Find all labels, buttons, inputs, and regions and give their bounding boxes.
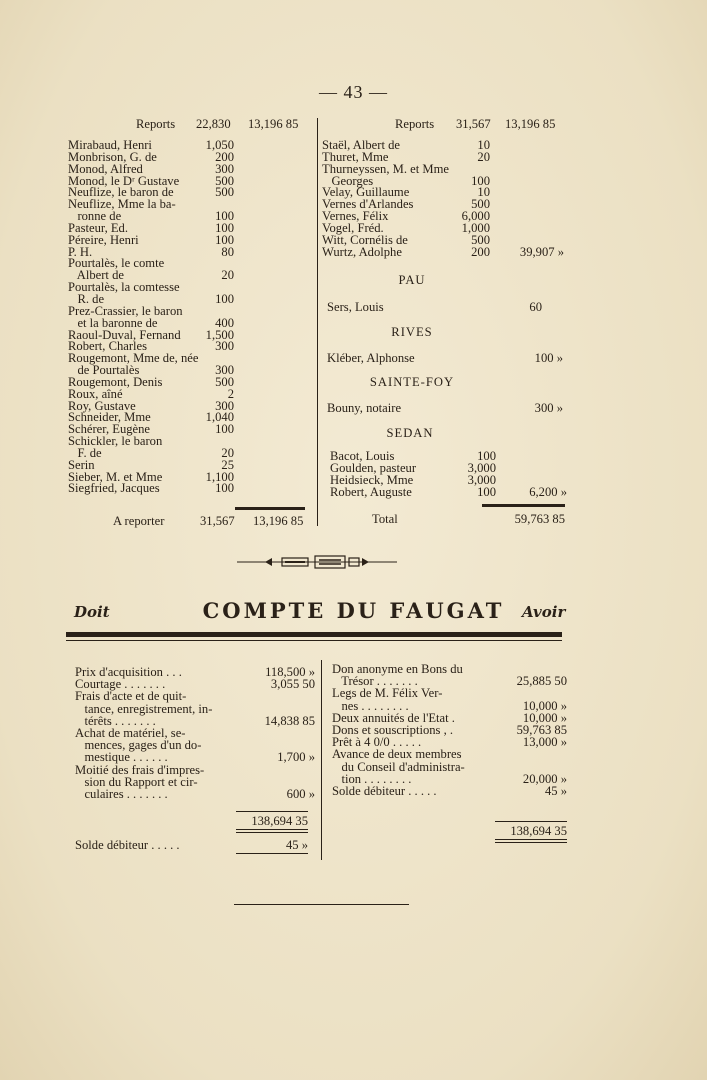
entry-name: Vogel, Fréd. <box>322 220 384 235</box>
entry-total: 39,907 » <box>519 244 564 259</box>
account-line-text: Deux annuités de l'Etat . <box>332 710 455 725</box>
section-sainte-foy: SAINTE-FOY <box>369 375 455 389</box>
entry-amount: 20 <box>477 149 490 164</box>
account-line-text: Dons et souscriptions , . <box>332 722 454 737</box>
entry-amount: 20 <box>221 445 234 460</box>
account-line-text: Trésor . . . . . . . <box>332 674 418 689</box>
entry-name: Monod, le Dʳ Gustave <box>68 173 180 188</box>
entry-name: ronne de <box>68 209 122 224</box>
left-total-rule <box>235 507 305 510</box>
entry-name: R. de <box>68 291 105 306</box>
debit-total: 138,694 35 <box>251 814 308 828</box>
account-line-amount: 3,055 50 <box>270 677 315 692</box>
entry-amount: 100 <box>215 291 234 306</box>
entry-name: P. H. <box>68 244 93 259</box>
account-line-text: Legs de M. Félix Ver- <box>332 686 443 701</box>
entry-amount: 20 <box>221 268 234 283</box>
entry-amount: 500 <box>471 197 490 212</box>
account-line-amount: 25,885 50 <box>516 674 567 689</box>
entry-amount: 10 <box>477 185 490 200</box>
account-title: COMPTE DU FAUGAT <box>202 598 505 623</box>
account-line-text: Courtage . . . . . . . <box>75 677 166 692</box>
account-line-text: sion du Rapport et cir- <box>75 774 198 789</box>
entry-total: 6,200 » <box>529 484 567 499</box>
entry-amount: 300 <box>215 339 234 354</box>
entry-amount: 300 <box>215 363 234 378</box>
sedan-entries <box>330 451 575 498</box>
entry-amount: 100 <box>471 173 490 188</box>
account-line-amount: 59,763 85 <box>516 722 567 737</box>
account-line <box>332 785 567 797</box>
entry-name: Serin <box>68 457 95 472</box>
pau-total: 60 <box>529 300 542 314</box>
debit-double-rule-1 <box>236 829 308 830</box>
entry-name: Neuflize, Mme la ba- <box>68 197 176 212</box>
entry-amount: 300 <box>215 161 234 176</box>
entry-name: Vernes, Félix <box>322 209 389 224</box>
entry-name: Roux, aîné <box>68 386 123 401</box>
pau-name: Sers, Louis <box>327 300 384 314</box>
entry-amount: 200 <box>471 244 490 259</box>
entry-amount: 500 <box>215 185 234 200</box>
entry-name: Schérer, Eugène <box>68 422 151 437</box>
account-line-text: Don anonyme en Bons du <box>332 662 463 676</box>
entry-amount: 10 <box>477 138 490 152</box>
entry-name: Rougemont, Mme de, née <box>68 351 199 366</box>
entry-amount: 100 <box>477 484 496 499</box>
debit-solde-text: Solde débiteur . . . . . <box>75 838 180 852</box>
sainte-foy-name: Bouny, notaire <box>327 401 402 415</box>
doit-label: Doit <box>74 603 110 621</box>
entry-amount: 100 <box>215 209 234 224</box>
entry-name: Thurneyssen, M. et Mme <box>322 161 449 176</box>
title-rule-thick <box>66 632 562 637</box>
entry-name: Schneider, Mme <box>68 410 151 425</box>
entry-amount: 100 <box>215 232 234 247</box>
entry-name: Rougemont, Denis <box>68 374 163 389</box>
account-line-text: Achat de matériel, se- <box>75 725 186 740</box>
entry-name: Pasteur, Ed. <box>68 220 129 235</box>
right-footer-label: Total <box>372 512 398 526</box>
entry-name: Albert de <box>68 268 124 283</box>
entry-name: Velay, Guillaume <box>322 185 410 200</box>
entry-row <box>68 483 308 495</box>
entry-amount: 500 <box>471 232 490 247</box>
credit-double-rule-1 <box>495 839 567 840</box>
credit-lines <box>332 663 567 797</box>
ornament-divider-icon <box>237 555 397 569</box>
account-line-amount: 1,700 » <box>277 750 315 765</box>
account-line <box>75 788 315 800</box>
entry-row <box>330 484 575 499</box>
account-line-amount: 10,000 » <box>522 710 567 725</box>
left-entries <box>68 140 308 495</box>
entry-name: Bacot, Louis <box>330 449 395 463</box>
account-divider <box>321 660 322 860</box>
left-footer-label: A reporter <box>113 514 165 528</box>
avoir-label: Avoir <box>522 603 566 621</box>
entry-row <box>68 445 308 460</box>
entry-amount: 3,000 <box>467 460 496 475</box>
entry-name: Mirabaud, Henri <box>68 138 152 152</box>
debit-solde-amount: 45 » <box>285 838 308 852</box>
entry-amount: 1,000 <box>461 220 490 235</box>
credit-double-rule-2 <box>495 842 567 843</box>
right-header-total: 13,196 85 <box>505 117 556 131</box>
account-line-amount: 600 » <box>286 786 315 801</box>
bottom-rule <box>234 904 409 905</box>
entry-amount: 1,040 <box>205 410 234 425</box>
entry-name: Raoul-Duval, Fernand <box>68 327 181 342</box>
entry-name: Goulden, pasteur <box>330 460 417 475</box>
entry-name: Neuflize, le baron de <box>68 185 174 200</box>
account-line-text: Prix d'acquisition . . . <box>75 665 182 679</box>
entry-name: F. de <box>68 445 102 460</box>
right-header-label: Reports <box>395 117 435 131</box>
entry-amount: 500 <box>215 374 234 389</box>
account-line-text: Solde débiteur . . . . . <box>332 783 437 798</box>
account-line-amount: 45 » <box>544 783 567 798</box>
entry-name: Wurtz, Adolphe <box>322 244 402 259</box>
entry-row <box>322 244 572 259</box>
right-header-amount: 31,567 <box>456 117 491 131</box>
entry-name: Sieber, M. et Mme <box>68 469 163 484</box>
entry-amount: 1,500 <box>205 327 234 342</box>
entry-name: Péreire, Henri <box>68 232 139 247</box>
right-footer-total: 59,763 85 <box>514 512 565 526</box>
entry-name: Roy, Gustave <box>68 398 136 413</box>
entry-name: Robert, Charles <box>68 339 148 354</box>
section-pau: PAU <box>398 273 426 287</box>
account-line-amount: 14,838 85 <box>264 713 315 728</box>
entry-name: Monod, Alfred <box>68 161 143 176</box>
entry-amount: 300 <box>215 398 234 413</box>
account-line-text: nes . . . . . . . . <box>332 698 409 713</box>
left-footer-amount: 31,567 <box>200 514 235 528</box>
account-line-text: Avance de deux membres <box>332 747 462 762</box>
entry-amount: 200 <box>215 149 234 164</box>
account-line-text: tion . . . . . . . . <box>332 771 412 786</box>
right-entries <box>322 140 572 258</box>
entry-name: Prez-Crassier, le baron <box>68 303 183 318</box>
account-line-text: culaires . . . . . . . <box>75 786 168 801</box>
account-line-amount: 13,000 » <box>522 735 567 750</box>
entry-name: Heidsieck, Mme <box>330 472 414 487</box>
entry-amount: 2 <box>227 386 234 401</box>
entry-amount: 100 <box>215 220 234 235</box>
page-number: — 43 — <box>319 82 388 102</box>
entry-amount: 1,050 <box>205 138 234 152</box>
entry-name: Pourtalès, la comtesse <box>68 280 180 295</box>
entry-name: Vernes d'Arlandes <box>322 197 414 212</box>
entry-name: Pourtalès, le comte <box>68 256 165 271</box>
entry-amount: 25 <box>221 457 234 472</box>
left-footer-total: 13,196 85 <box>253 514 304 528</box>
entry-name: Schickler, le baron <box>68 434 163 449</box>
debit-lines <box>75 666 315 800</box>
left-header-label: Reports <box>136 117 176 131</box>
entry-row <box>68 436 308 448</box>
entry-amount: 6,000 <box>461 209 490 224</box>
account-line-text: Frais d'acte et de quit- <box>75 689 187 704</box>
account-line-amount: 20,000 » <box>522 771 567 786</box>
entry-row <box>68 232 308 247</box>
entry-amount: 80 <box>221 244 234 259</box>
debit-final-rule <box>236 853 308 854</box>
account-line-amount: 118,500 » <box>265 665 315 679</box>
entry-amount: 3,000 <box>467 472 496 487</box>
right-total-rule <box>482 504 565 507</box>
title-rule-thin <box>66 640 562 641</box>
entry-name: et la baronne de <box>68 315 158 330</box>
entry-name: Staël, Albert de <box>322 138 400 152</box>
section-rives: RIVES <box>391 325 433 339</box>
entry-amount: 100 <box>215 422 234 437</box>
rives-name: Kléber, Alphonse <box>327 351 415 365</box>
debit-double-rule-2 <box>236 832 308 833</box>
entry-name: Georges <box>322 173 374 188</box>
section-sedan: SEDAN <box>386 426 434 440</box>
account-line-text: du Conseil d'administra- <box>332 759 465 774</box>
account-line-text: Prêt à 4 0/0 . . . . . <box>332 735 422 750</box>
entry-amount: 100 <box>477 449 496 463</box>
entry-name: Thuret, Mme <box>322 149 389 164</box>
credit-sum-rule <box>495 821 567 822</box>
account-line-text: mestique . . . . . . <box>75 750 168 765</box>
account-line-text: térêts . . . . . . . <box>75 713 156 728</box>
sainte-foy-total: 300 » <box>534 401 563 415</box>
left-header-total: 13,196 85 <box>248 117 299 131</box>
entry-amount: 100 <box>215 481 234 496</box>
account-line-text: tance, enregistrement, in- <box>75 701 213 716</box>
entry-name: Monbrison, G. de <box>68 149 157 164</box>
column-divider <box>317 118 318 526</box>
entry-name: Robert, Auguste <box>330 484 412 499</box>
account-line-amount: 10,000 » <box>522 698 567 713</box>
rives-total: 100 » <box>534 351 563 365</box>
entry-row <box>68 282 308 294</box>
entry-name: Siegfried, Jacques <box>68 481 160 496</box>
entry-amount: 500 <box>215 173 234 188</box>
entry-name: de Pourtalès <box>68 363 140 378</box>
debit-sum-rule <box>236 811 308 812</box>
entry-amount: 400 <box>215 315 234 330</box>
entry-name: Witt, Cornélis de <box>322 232 408 247</box>
left-header-amount: 22,830 <box>196 117 231 131</box>
credit-total: 138,694 35 <box>510 824 567 838</box>
account-line-text: Moitié des frais d'impres- <box>75 762 205 777</box>
entry-amount: 1,100 <box>205 469 234 484</box>
account-line-text: mences, gages d'un do- <box>75 738 202 753</box>
